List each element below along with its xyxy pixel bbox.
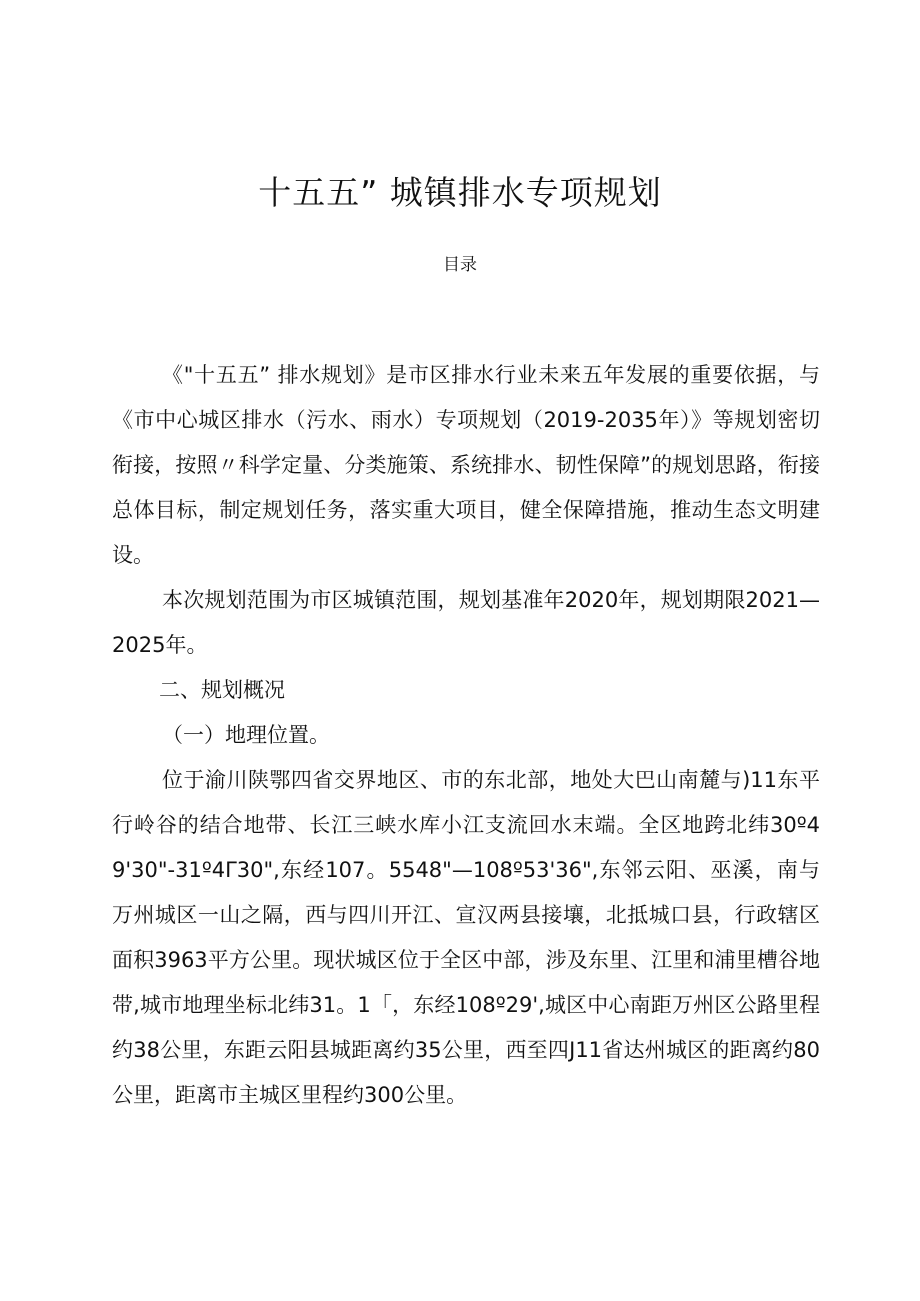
subsection-heading: （一）地理位置。 [162,723,330,747]
geography-paragraph: 位于渝川陕鄂四省交界地区、市的东北部，地处大巴山南麓与)11东平行岭谷的结合地带、长江三峡水库小江支流回水末端。全区地跨北纬30º49'30"-31º4Γ30",东经107。5548"—108º53'36",东邻云阳、巫溪，南与万州城区一山之隔，西与四川开江、宣汉两县接壤，北抵城口县，行政辖区面积3963平方公里。现状城区位于全区中部，涉及东里、江里和浦里槽谷地带,城市地理坐标北纬31。1「，东经108º29',城区中心南距万州区公路里程约38公里，东距云阳县城距离约35公里，西至四J11省达州城区的距离约80公里，距离市主城区里程约300公里。 [112,768,820,1107]
document-title: 十五五” 城镇排水专项规划 [258,173,662,212]
table-of-contents-label: 目录 [443,255,477,275]
intro-paragraph: 《"十五五” 排水规划》是市区排水行业未来五年发展的重要依据，与《市中心城区排水（污水、雨水）专项规划（2019-2035年）》等规划密切衔接，按照〃科学定量、分类施策、系统排水、韧性保障”的规划思路，衔接总体目标，制定规划任务，落实重大项目，健全保障措施，推动生态文明建设。 [112,363,820,567]
scope-paragraph: 本次规划范围为市区城镇范围，规划基准年2020年，规划期限2021—2025年。 [112,588,820,657]
document-body [112,353,820,1118]
section-heading: 二、规划概况 [159,678,285,702]
